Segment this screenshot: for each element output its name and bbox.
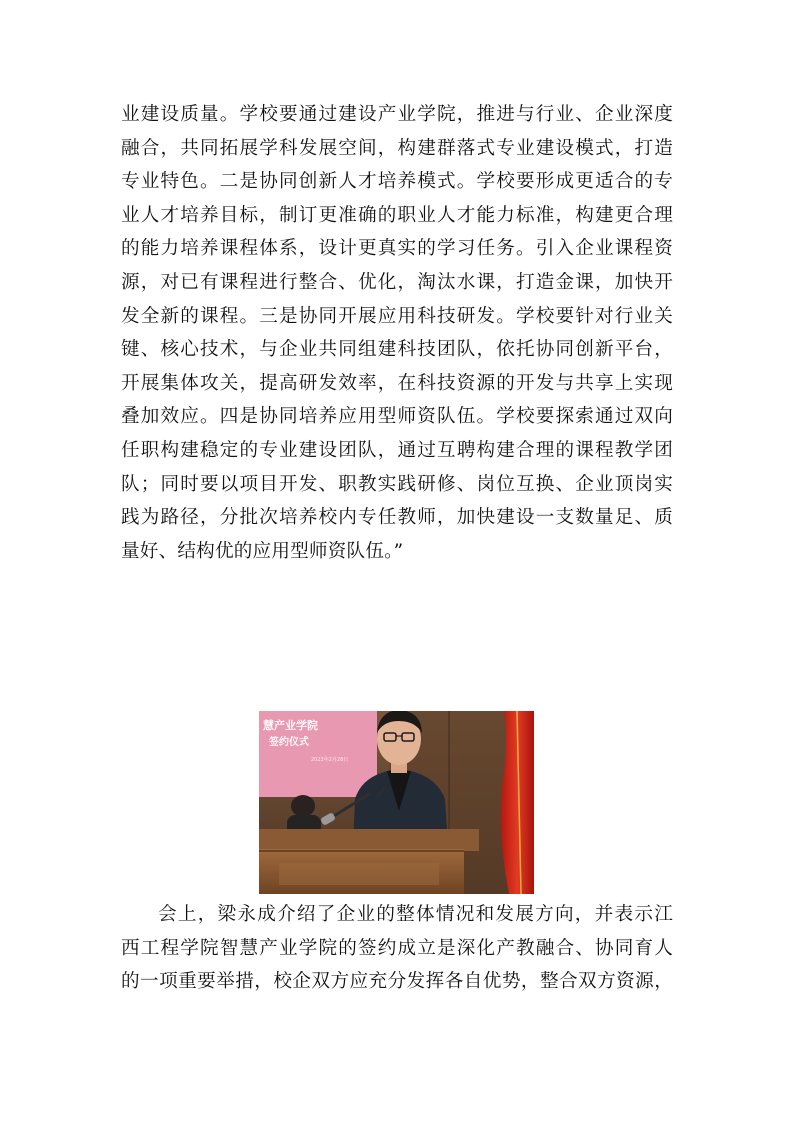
body-paragraph-1 [121, 98, 673, 568]
text-line: 任职构建稳定的专业建设团队，通过互聘构建合理的课程教学团 [121, 439, 673, 461]
text-line: 开展集体攻关，提高研发效率，在科技资源的开发与共享上实现 [121, 372, 673, 394]
text-line: 叠加效应。四是协同培养应用型师资队伍。学校要探索通过双向 [121, 406, 673, 428]
body-paragraph-2 [121, 898, 673, 999]
text-line: 业建设质量。学校要通过建设产业学院，推进与行业、企业深度 [121, 104, 673, 125]
speaker-photo [259, 711, 534, 894]
podium-panel [279, 863, 439, 885]
text-line: 业人才培养目标，制订更准确的职业人才能力标准，构建更合理 [121, 204, 673, 226]
speaker-photo-image [259, 711, 534, 894]
banner-subtitle-text: 签约仪式 [269, 737, 309, 748]
text-line: 的一项重要举措，校企双方应充分发挥各自优势，整合双方资源， [121, 971, 673, 993]
text-line: 融合，共同拓展学科发展空间，构建群落式专业建设模式，打造 [121, 137, 673, 159]
text-line: 键、核心技术，与企业共同组建科技团队，依托协同创新平台， [121, 339, 673, 361]
banner-date-text: 2023年2月28日 [311, 757, 349, 763]
audience-head [291, 795, 315, 817]
text-line: 量好、结构优的应用型师资队伍。” [121, 540, 404, 562]
banner-title-text: 慧产业学院 [263, 719, 318, 732]
text-line: 会上，梁永成介绍了企业的整体情况和发展方向，并表示江 [158, 904, 673, 925]
podium-top [259, 829, 479, 851]
text-line: 践为路径，分批次培养校内专任教师，加快建设一支数量足、质 [121, 507, 673, 529]
text-line: 源，对已有课程进行整合、优化，淘汰水课，打造金课，加快开 [121, 271, 673, 293]
text-line: 西工程学院智慧产业学院的签约成立是深化产教融合、协同育人 [121, 937, 673, 959]
text-line: 专业特色。二是协同创新人才培养模式。学校要形成更适合的专 [121, 171, 673, 193]
text-line: 的能力培养课程体系，设计更真实的学习任务。引入企业课程资 [121, 238, 673, 260]
text-line: 发全新的课程。三是协同开展应用科技研发。学校要针对行业关 [121, 305, 673, 327]
text-line: 队；同时要以项目开发、职教实践研修、岗位互换、企业顶岗实 [121, 473, 673, 495]
